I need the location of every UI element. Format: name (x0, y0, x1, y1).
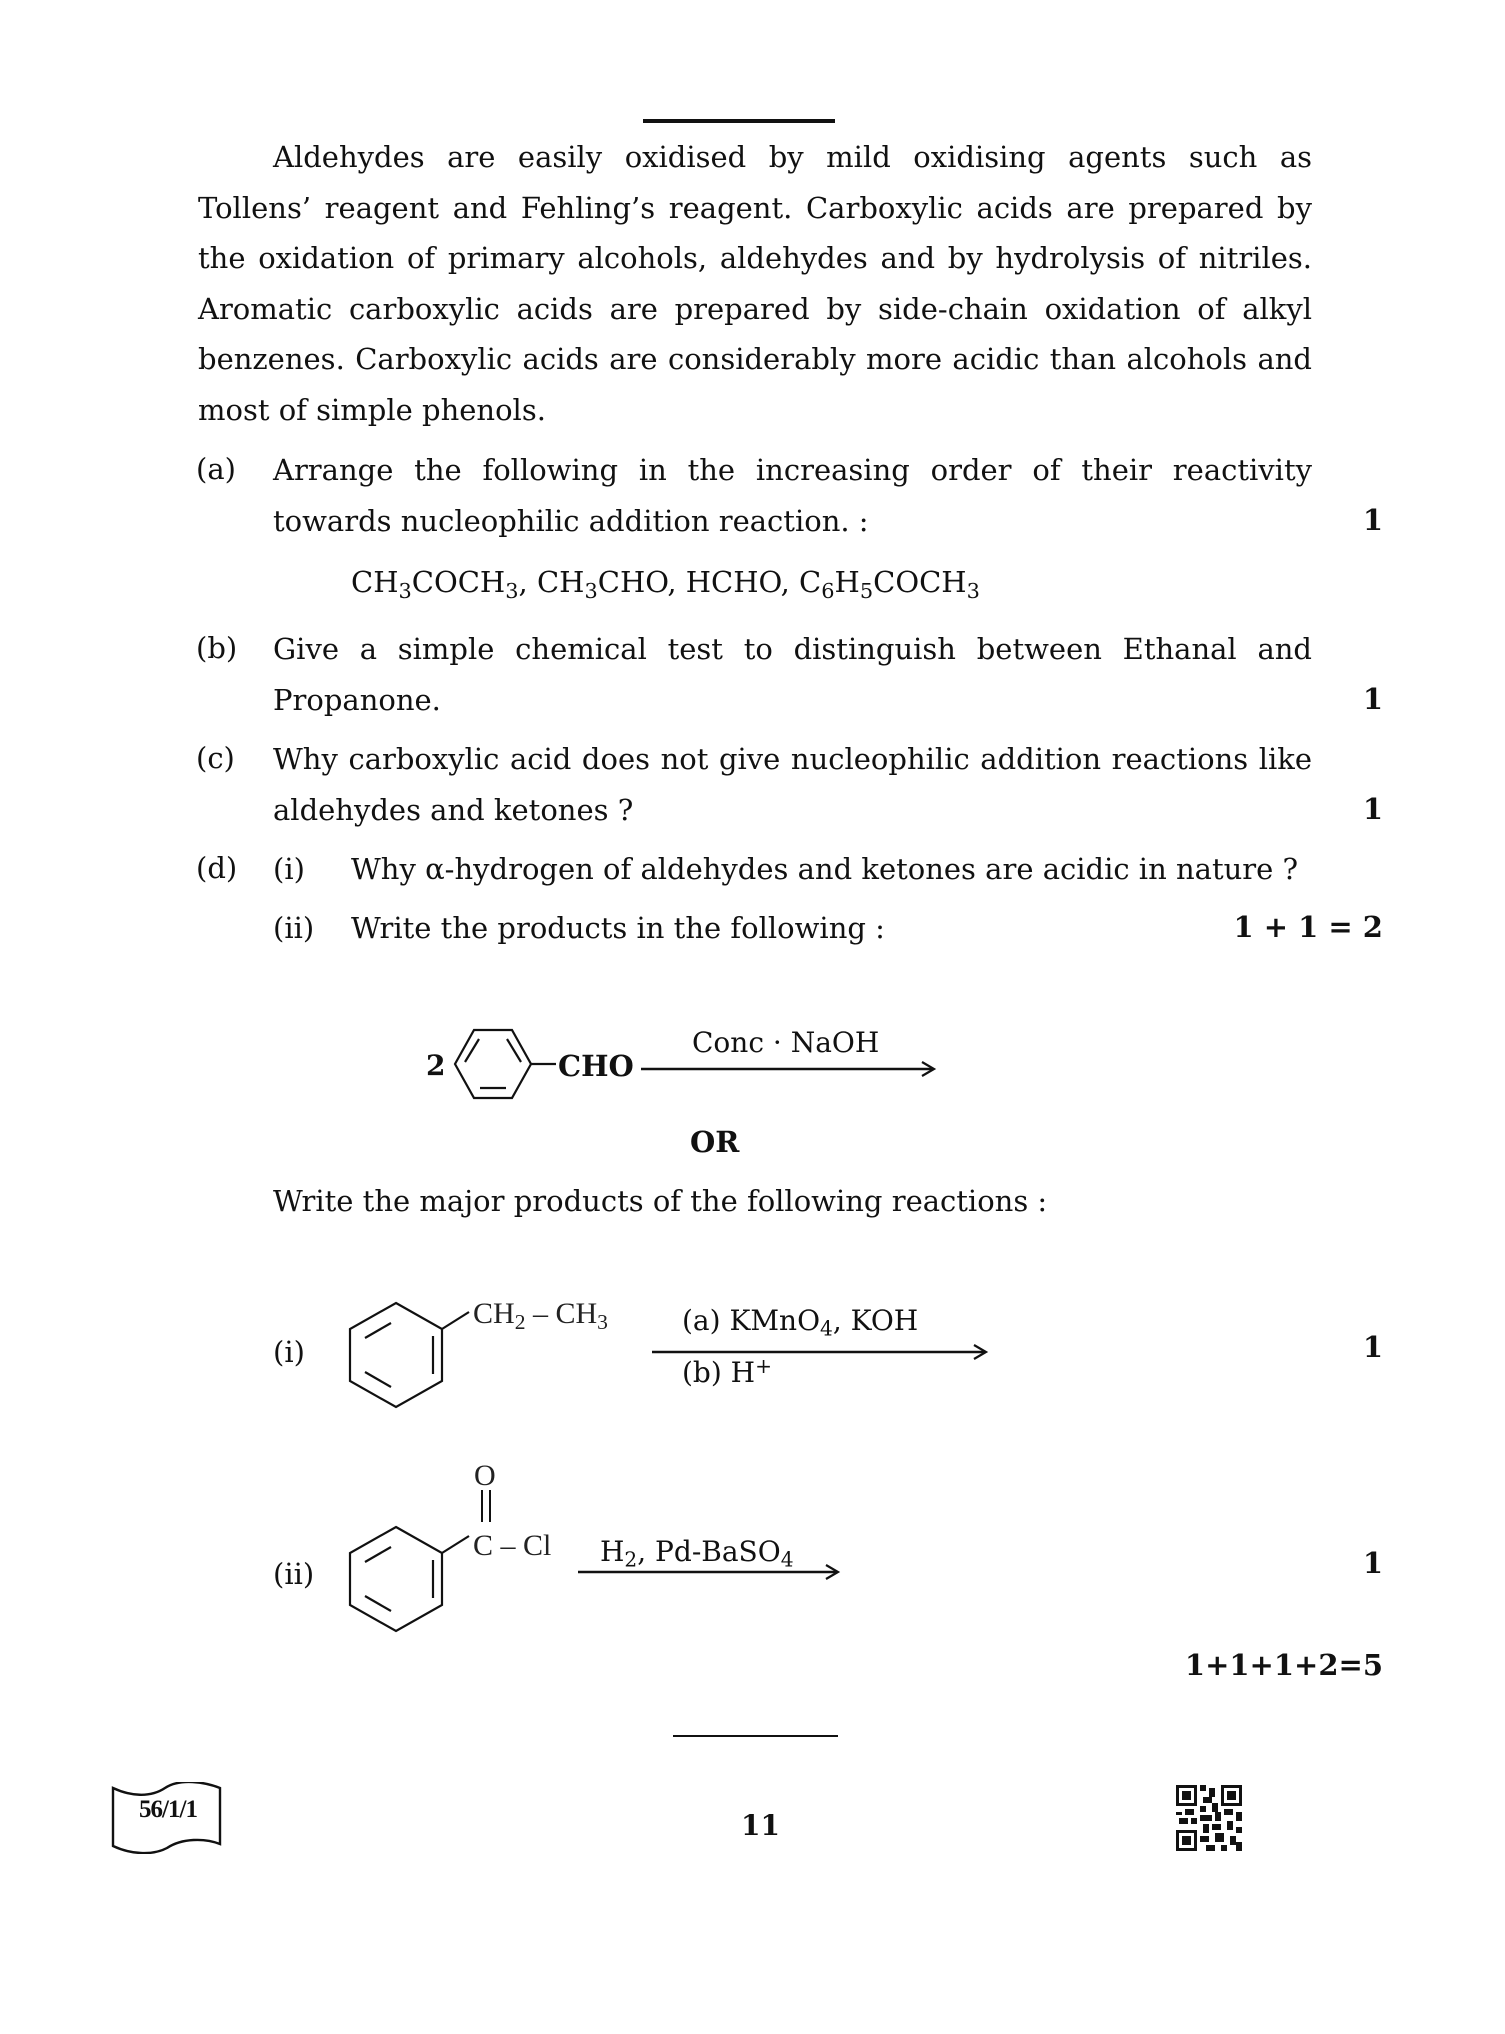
question-d-label: (d) (196, 851, 238, 885)
passage-line: Tollens’ reagent and Fehling’s reagent. Carboxylic acids are prepared by (198, 190, 1312, 225)
question-b-line: Give a simple chemical test to distinguish between Ethanal and (273, 632, 1312, 666)
question-a-line: Arrange the following in the increasing order of their reactivity (273, 453, 1312, 487)
reagent-kmno4-koh: (a) KMnO$_4$, KOH (682, 1304, 919, 1341)
benzene-ring-icon (345, 1522, 475, 1638)
question-b-text (273, 624, 1312, 726)
benzene-ring-icon (450, 1024, 560, 1104)
paper-code: 56/1/1 (139, 1796, 197, 1823)
question-b-marks: 1 (1362, 682, 1383, 716)
substituent-acyl-chloride: C – Cl (473, 1529, 552, 1562)
substituent-cho: CHO (558, 1049, 634, 1083)
reaction-coefficient: 2 (426, 1049, 446, 1082)
double-bond-icon (478, 1490, 494, 1524)
passage-line: benzenes. Carboxylic acids are considerably more acidic than alcohols and (198, 342, 1312, 377)
question-c-line: aldehydes and ketones ? (273, 793, 634, 827)
question-a-text (273, 445, 1312, 547)
question-a-label: (a) (196, 452, 236, 486)
passage-line: Aldehydes are easily oxidised by mild oxidising agents such as (273, 140, 1312, 174)
reaction-ii-marks: 1 (1362, 1546, 1383, 1580)
carbonyl-oxygen: O (474, 1459, 496, 1492)
question-a-line: towards nucleophilic addition reaction. : (273, 504, 869, 538)
question-b-line: Propanone. (273, 683, 441, 717)
qr-code-icon (1176, 1785, 1242, 1851)
reaction-i-marks: 1 (1362, 1330, 1383, 1364)
reaction-arrow-icon (577, 1563, 843, 1583)
page-number: 11 (741, 1809, 780, 1842)
reagent-rosenmund: $H_2$, Pd-BaSO$_4$ (600, 1535, 794, 1572)
question-d-ii-text: Write the products in the following : (351, 911, 885, 945)
or-label: OR (690, 1125, 740, 1159)
top-divider (643, 119, 835, 123)
passage-line: Aromatic carboxylic acids are prepared by side-chain oxidation of alkyl (198, 291, 1312, 326)
question-d-i-label: (i) (273, 852, 305, 886)
reagent-conc-naoh: Conc · NaOH (692, 1026, 880, 1059)
alternative-prompt: Write the major products of the following reactions : (273, 1184, 1048, 1218)
reaction-arrow-icon (640, 1060, 938, 1080)
compound-list: $CH_3COCH_3$, $CH_3CHO$, HCHO, $C_6H_5COCH_3$ (351, 565, 980, 603)
benzene-ring-icon (345, 1298, 475, 1414)
substituent-ethyl: $CH_2 - CH_3$ (473, 1297, 608, 1335)
question-c-label: (c) (196, 741, 235, 775)
question-b-label: (b) (196, 631, 238, 665)
reaction-ii-label: (ii) (273, 1557, 315, 1591)
passage-line: most of simple phenols. (198, 392, 546, 427)
question-c-text (273, 734, 1312, 836)
passage-line: the oxidation of primary alcohols, aldehydes and by hydrolysis of nitriles. (198, 241, 1312, 276)
question-c-marks: 1 (1362, 792, 1383, 826)
question-d-i-text: Why α-hydrogen of aldehydes and ketones are acidic in nature ? (351, 852, 1299, 886)
question-c-line: Why carboxylic acid does not give nucleophilic addition reactions like (273, 742, 1312, 776)
reagent-h-plus: (b) H+ (682, 1353, 772, 1389)
question-a-marks: 1 (1362, 503, 1383, 537)
question-d-ii-label: (ii) (273, 911, 315, 945)
question-d-marks: 1 + 1 = 2 (1233, 910, 1383, 944)
total-marks: 1+1+1+2=5 (1184, 1648, 1383, 1682)
passage (198, 132, 1312, 436)
reaction-i-label: (i) (273, 1335, 305, 1369)
bottom-divider (673, 1735, 838, 1737)
